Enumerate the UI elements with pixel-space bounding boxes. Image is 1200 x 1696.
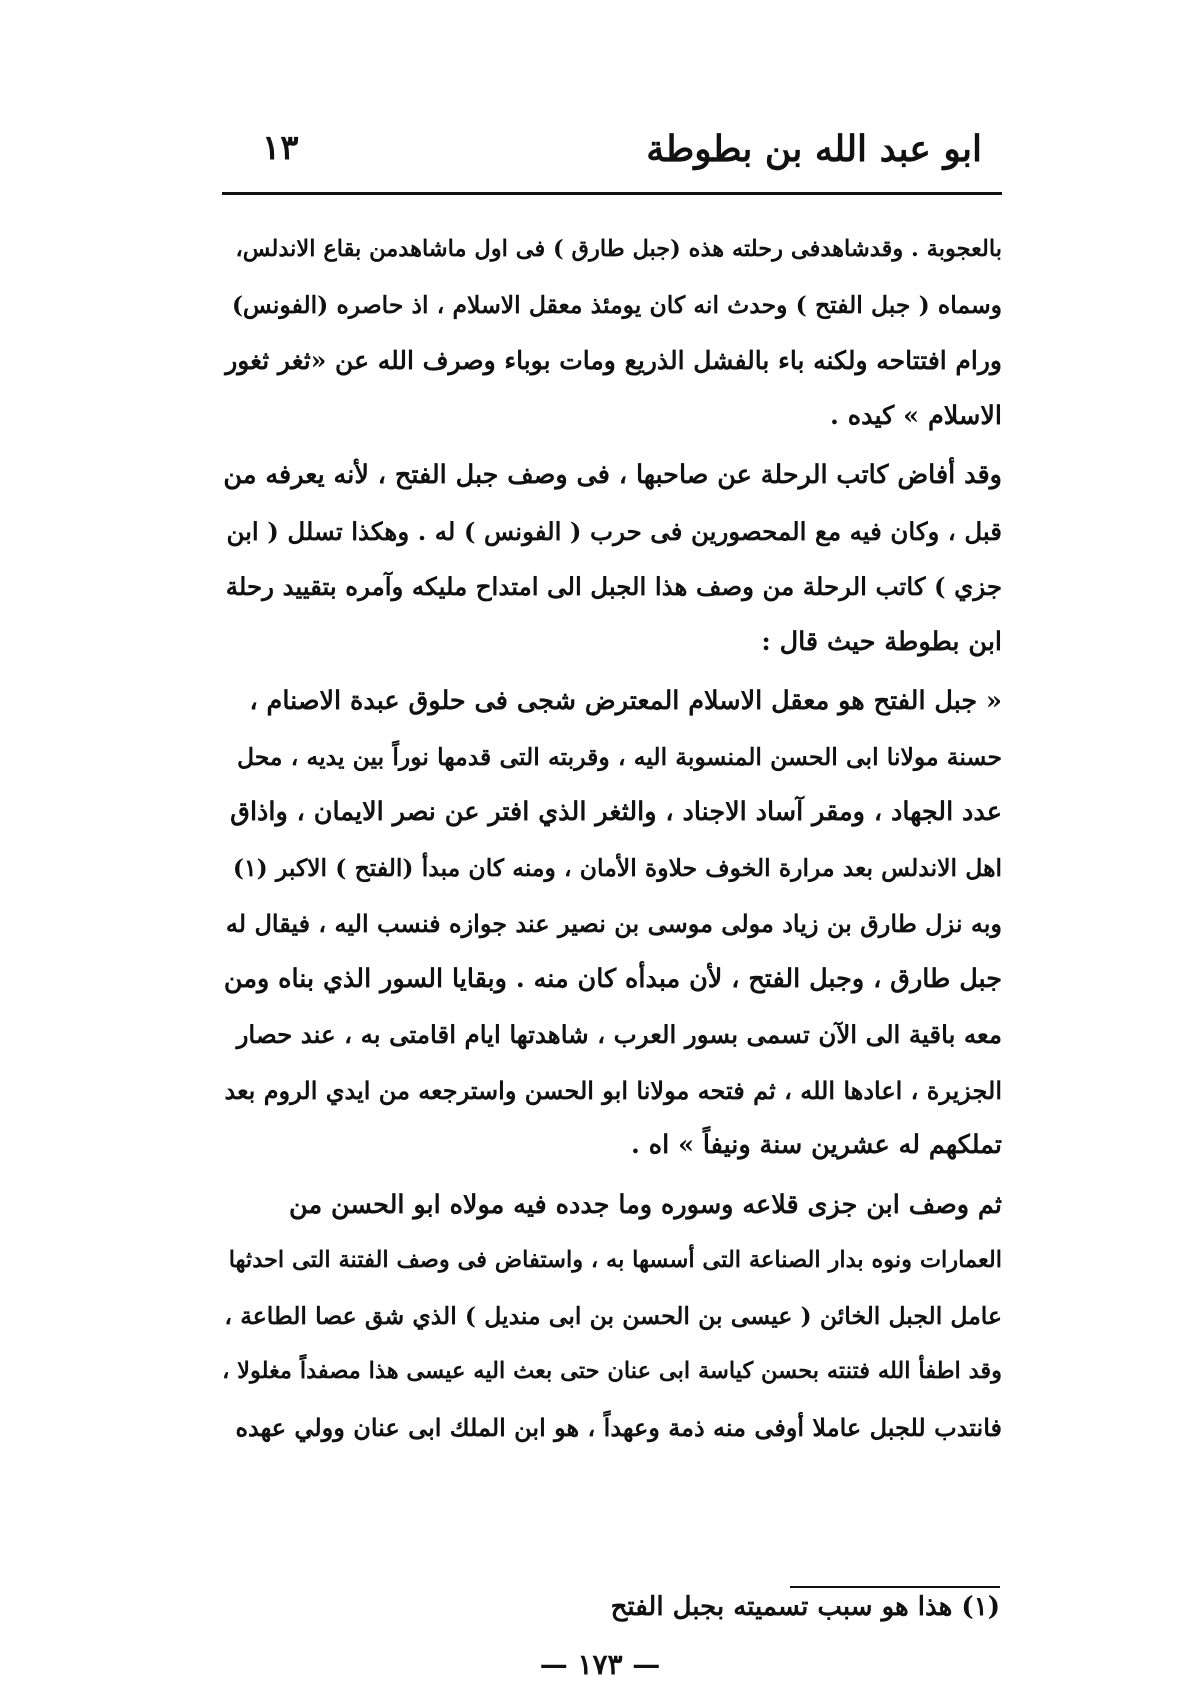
text-line: وقد أفاض كاتب الرحلة عن صاحبها ، فى وصف جبل الفتح ، لأنه يعرفه من [223, 460, 1002, 490]
text-line: « جبل الفتح هو معقل الاسلام المعترض شجى فى حلوق عبدة الاصنام ، [249, 686, 1002, 716]
text-line: حسنة مولانا ابى الحسن المنسوبة اليه ، وقربته التى قدمها نوراً بين يديه ، محل [236, 742, 1002, 771]
text-line: جبل طارق ، وجبل الفتح ، لأن مبدأه كان منه . وبقايا السور الذي بناه ومن [223, 963, 1002, 994]
text-line: وسماه ( جبل الفتح ) وحدث انه كان يومئذ معقل الاسلام ، اذ حاصره (الفونس) [231, 290, 1002, 319]
body-text [222, 222, 1002, 1455]
text-line: الجزيرة ، اعادها الله ، ثم فتحه مولانا ابو الحسن واسترجعه من ايدي الروم بعد [224, 1075, 1002, 1105]
text-line: فانتدب للجبل عاملا أوفى منه ذمة وعهداً ، هو ابن الملك ابى عنان وولي عهده [235, 1412, 1002, 1442]
paragraph [222, 222, 1002, 444]
text-line: ورام افتتاحه ولكنه باء بالفشل الذريع ومات بوباء وصرف الله عن «ثغر ثغور [225, 346, 1002, 375]
text-line: العمارات ونوه بدار الصناعة التى أسسها به ، واستفاض فى وصف الفتنة التى احدثها [228, 1247, 1002, 1273]
paragraph [222, 1178, 1002, 1456]
paragraph [222, 674, 1002, 1174]
text-line: معه باقية الى الآن تسمى بسور العرب ، شاهدتها ايام اقامتى به ، عند حصار [236, 1020, 1002, 1049]
text-line: اهل الاندلس بعد مرارة الخوف حلاوة الأمان ، ومنه كان مبدأ (الفتح ) الاكبر (١) [232, 853, 1002, 882]
text-line: ابن بطوطة حيث قال : [761, 626, 1002, 657]
text-line: وبه نزل طارق بن زياد مولى موسى بن نصير عند جوازه فنسب اليه ، فيقال له [225, 909, 1002, 938]
text-line: بالعجوبة . وقدشاهدفى رحلته هذه (جبل طارق ) فى اول ماشاهدمن بقاع الاندلس، [235, 236, 1002, 262]
folio-page-number: — ١٧٣ — [539, 1648, 661, 1681]
header-rule [222, 192, 1002, 195]
text-line: ثم وصف ابن جزى قلاعه وسوره وما جدده فيه مولاه ابو الحسن من [289, 1189, 1002, 1220]
text-line: جزي ) كاتب الرحلة من وصف هذا الجبل الى امتداح مليكه وآمره بتقييد رحلة [225, 572, 1002, 601]
footnote-rule [790, 1586, 1000, 1588]
footnote: (١) هذا هو سبب تسميته بجبل الفتح [610, 1592, 1000, 1622]
text-line: تملكهم له عشرين سنة ونيفاً » اه . [631, 1130, 1002, 1160]
text-line: وقد اطفأ الله فتنته بحسن كياسة ابى عنان حتى بعث اليه عيسى هذا مصفداً مغلولا ، [222, 1358, 1002, 1384]
text-line: عامل الجبل الخائن ( عيسى بن الحسن بن ابى منديل ) الذي شق عصا الطاعة ، [224, 1301, 1002, 1330]
text-line: الاسلام » كيده . [829, 400, 1002, 431]
header-page-number: ١٣ [262, 128, 299, 168]
text-line: قبل ، وكان فيه مع المحصورين فى حرب ( الفونس ) له . وهكذا تسلل ( ابن [226, 516, 1002, 546]
running-title: ابو عبد الله بن بطوطة [646, 128, 982, 170]
paragraph [222, 448, 1002, 670]
text-line: عدد الجهاد ، ومقر آساد الاجناد ، والثغر الذي افتر عن نصر الايمان ، واذاق [230, 797, 1002, 827]
running-header [222, 128, 1002, 188]
